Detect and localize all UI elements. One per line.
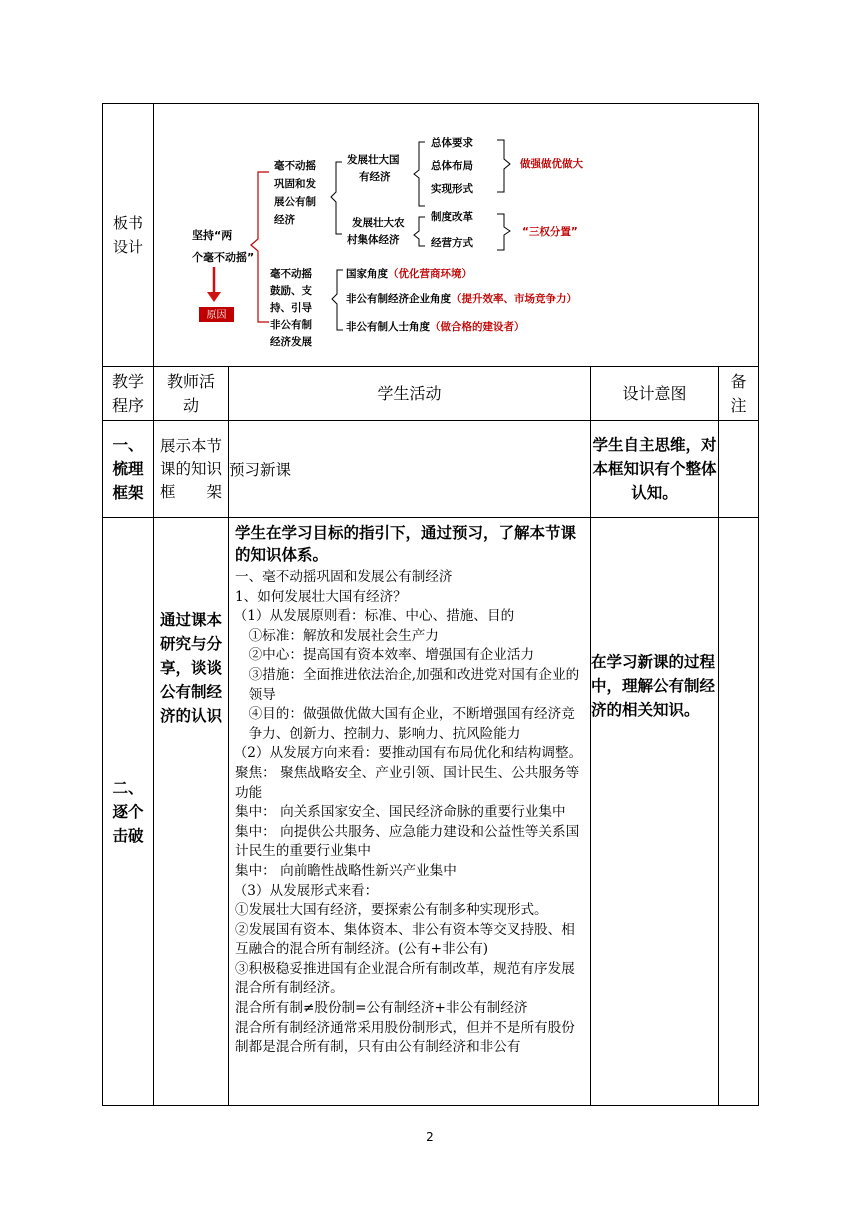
board-diagram-cell (154, 104, 759, 367)
study-lines (235, 568, 586, 1058)
sub1-item-1: 总体布局 (431, 160, 473, 172)
study-line: 1、如何发展壮大国有经济？ (235, 588, 407, 605)
row2-program-text: 二、逐个击破 (112, 778, 144, 845)
sub1-right-brace (497, 140, 510, 192)
main-brace (251, 172, 269, 322)
study-line: （1）从发展原则看：标准、中心、措施、目的 (233, 608, 515, 625)
study-line: 混合所有制经济通常采用股份制形式，但并不是所有股份制都是混合所有制，只有由公有制经济和非公有 (235, 1019, 575, 1056)
branch2-title: 毫不动摇鼓励、支持、引导非公有制经济发展 (270, 268, 312, 348)
row2-student (229, 518, 591, 1106)
study-line: ②中心：提高国有资本效率、增强国有企业活力 (248, 647, 535, 664)
row1-teacher-text: 展示本节课的知识框架 (160, 436, 223, 501)
sub1-brace (414, 142, 425, 206)
root-line2: 个毫不动摇” (192, 251, 255, 264)
study-line: ③措施：全面推进依法治企,加强和改进党对国有企业的领导 (248, 666, 580, 703)
row2-program (103, 518, 154, 1106)
study-line: 集中： 向提供公共服务、应急能力建设和公益性等关系国计民生的重要行业集中 (235, 823, 580, 860)
board-label: 板书设计 (112, 214, 143, 256)
header-intent-text: 设计意图 (622, 383, 687, 403)
row2-intent (591, 518, 719, 1106)
header-program (103, 367, 154, 421)
branch1-brace (331, 162, 342, 234)
row2-teacher (154, 518, 229, 1106)
row1-student-text: 预习新课 (229, 461, 292, 479)
row2-lead: 学生在学习目标的指引下，通过预习，了解本节课的知识体系。 (235, 524, 577, 564)
branch2-brace (332, 270, 343, 330)
header-intent (591, 367, 719, 421)
cause-label: 原因 (206, 310, 227, 321)
header-teacher (154, 367, 229, 421)
sub2-right-brace (497, 214, 510, 250)
branch2-item-2: 非公有制人士角度（做合格的建设者） (346, 321, 525, 333)
row1-student (229, 421, 591, 518)
study-line: 混合所有制≠股份制=公有制经济+非公有制经济 (235, 1000, 528, 1017)
branch2-item-0: 国家角度（优化营商环境） (346, 268, 472, 280)
header-note-text: 备注 (730, 371, 747, 415)
study-line: ①发展壮大国有经济，要探索公有制多种实现形式。 (235, 902, 548, 919)
study-line: （3）从发展形式来看： (233, 882, 379, 899)
study-line: ①标准：解放和发展社会生产力 (248, 627, 439, 644)
board-row (103, 104, 759, 367)
study-line: ②发展国有资本、集体资本、非公有资本等交叉持股、相互融合的混合所有制经济。(公有+非公有) (235, 921, 575, 958)
sub2-note: “三权分置” (522, 226, 578, 238)
row1-program-text: 一、梳理框架 (112, 436, 144, 502)
header-student (229, 367, 591, 421)
row1-intent (591, 421, 719, 518)
sub2-title: 发展壮大农村集体经济 (347, 217, 405, 246)
board-label-cell (103, 104, 154, 367)
study-line: ④目的：做强做优做大国有企业，不断增强国有经济竞争力、创新力、控制力、影响力、抗风险能力 (248, 706, 575, 742)
row1-intent-text: 学生自主思维，对本框知识有个整体认知。 (592, 436, 717, 502)
sub1-item-2: 实现形式 (431, 183, 473, 195)
header-teacher-text: 教师活动 (166, 371, 215, 415)
branch1-title: 毫不动摇巩固和发展公有制经济 (274, 160, 316, 226)
study-line: （2）从发展方向来看：要推动国有布局优化和结构调整。 (233, 745, 583, 762)
study-line: 集中： 向关系国家安全、国民经济命脉的重要行业集中 (235, 804, 566, 821)
row2-intent-text: 在学习新课的过程中，理解公有制经济的相关知识。 (591, 653, 716, 719)
header-note (719, 367, 759, 421)
row1-teacher (154, 421, 229, 518)
sub1-title: 发展壮大国有经济 (347, 154, 400, 183)
sub1-item-0: 总体要求 (431, 137, 473, 149)
row-breakdown (103, 518, 759, 1106)
row2-teacher-text: 通过课本研究与分享，谈谈公有制经济的认识 (160, 611, 223, 725)
header-student-text: 学生活动 (377, 383, 442, 403)
study-line: ③积极稳妥推进国有企业混合所有制改革，规范有序发展混合所有制经济。 (235, 960, 575, 997)
sub2-brace (414, 217, 425, 246)
mind-map-diagram (154, 104, 754, 366)
root-line1: 坚持“两 (192, 229, 233, 242)
study-line: 聚焦： 聚焦战略安全、产业引领、国计民生、公共服务等功能 (235, 764, 580, 801)
page-number: 2 (426, 1130, 434, 1144)
row1-program (103, 421, 154, 518)
row2-note (719, 518, 759, 1106)
branch2-item-1: 非公有制经济企业角度（提升效率、市场竞争力） (346, 293, 577, 305)
study-line: 集中： 向前瞻性战略性新兴产业集中 (235, 862, 457, 879)
row-overview (103, 421, 759, 518)
cause-arrow-head (207, 292, 221, 302)
header-program-text: 教学程序 (111, 371, 144, 415)
sub1-note: 做强做优做大 (520, 158, 583, 170)
row1-note (719, 421, 759, 518)
study-line: 一、毫不动摇巩固和发展公有制经济 (235, 569, 453, 585)
lesson-table (102, 103, 759, 1106)
sub2-item-0: 制度改革 (431, 211, 473, 223)
sub2-item-1: 经营方式 (431, 237, 473, 249)
header-row (103, 367, 759, 421)
